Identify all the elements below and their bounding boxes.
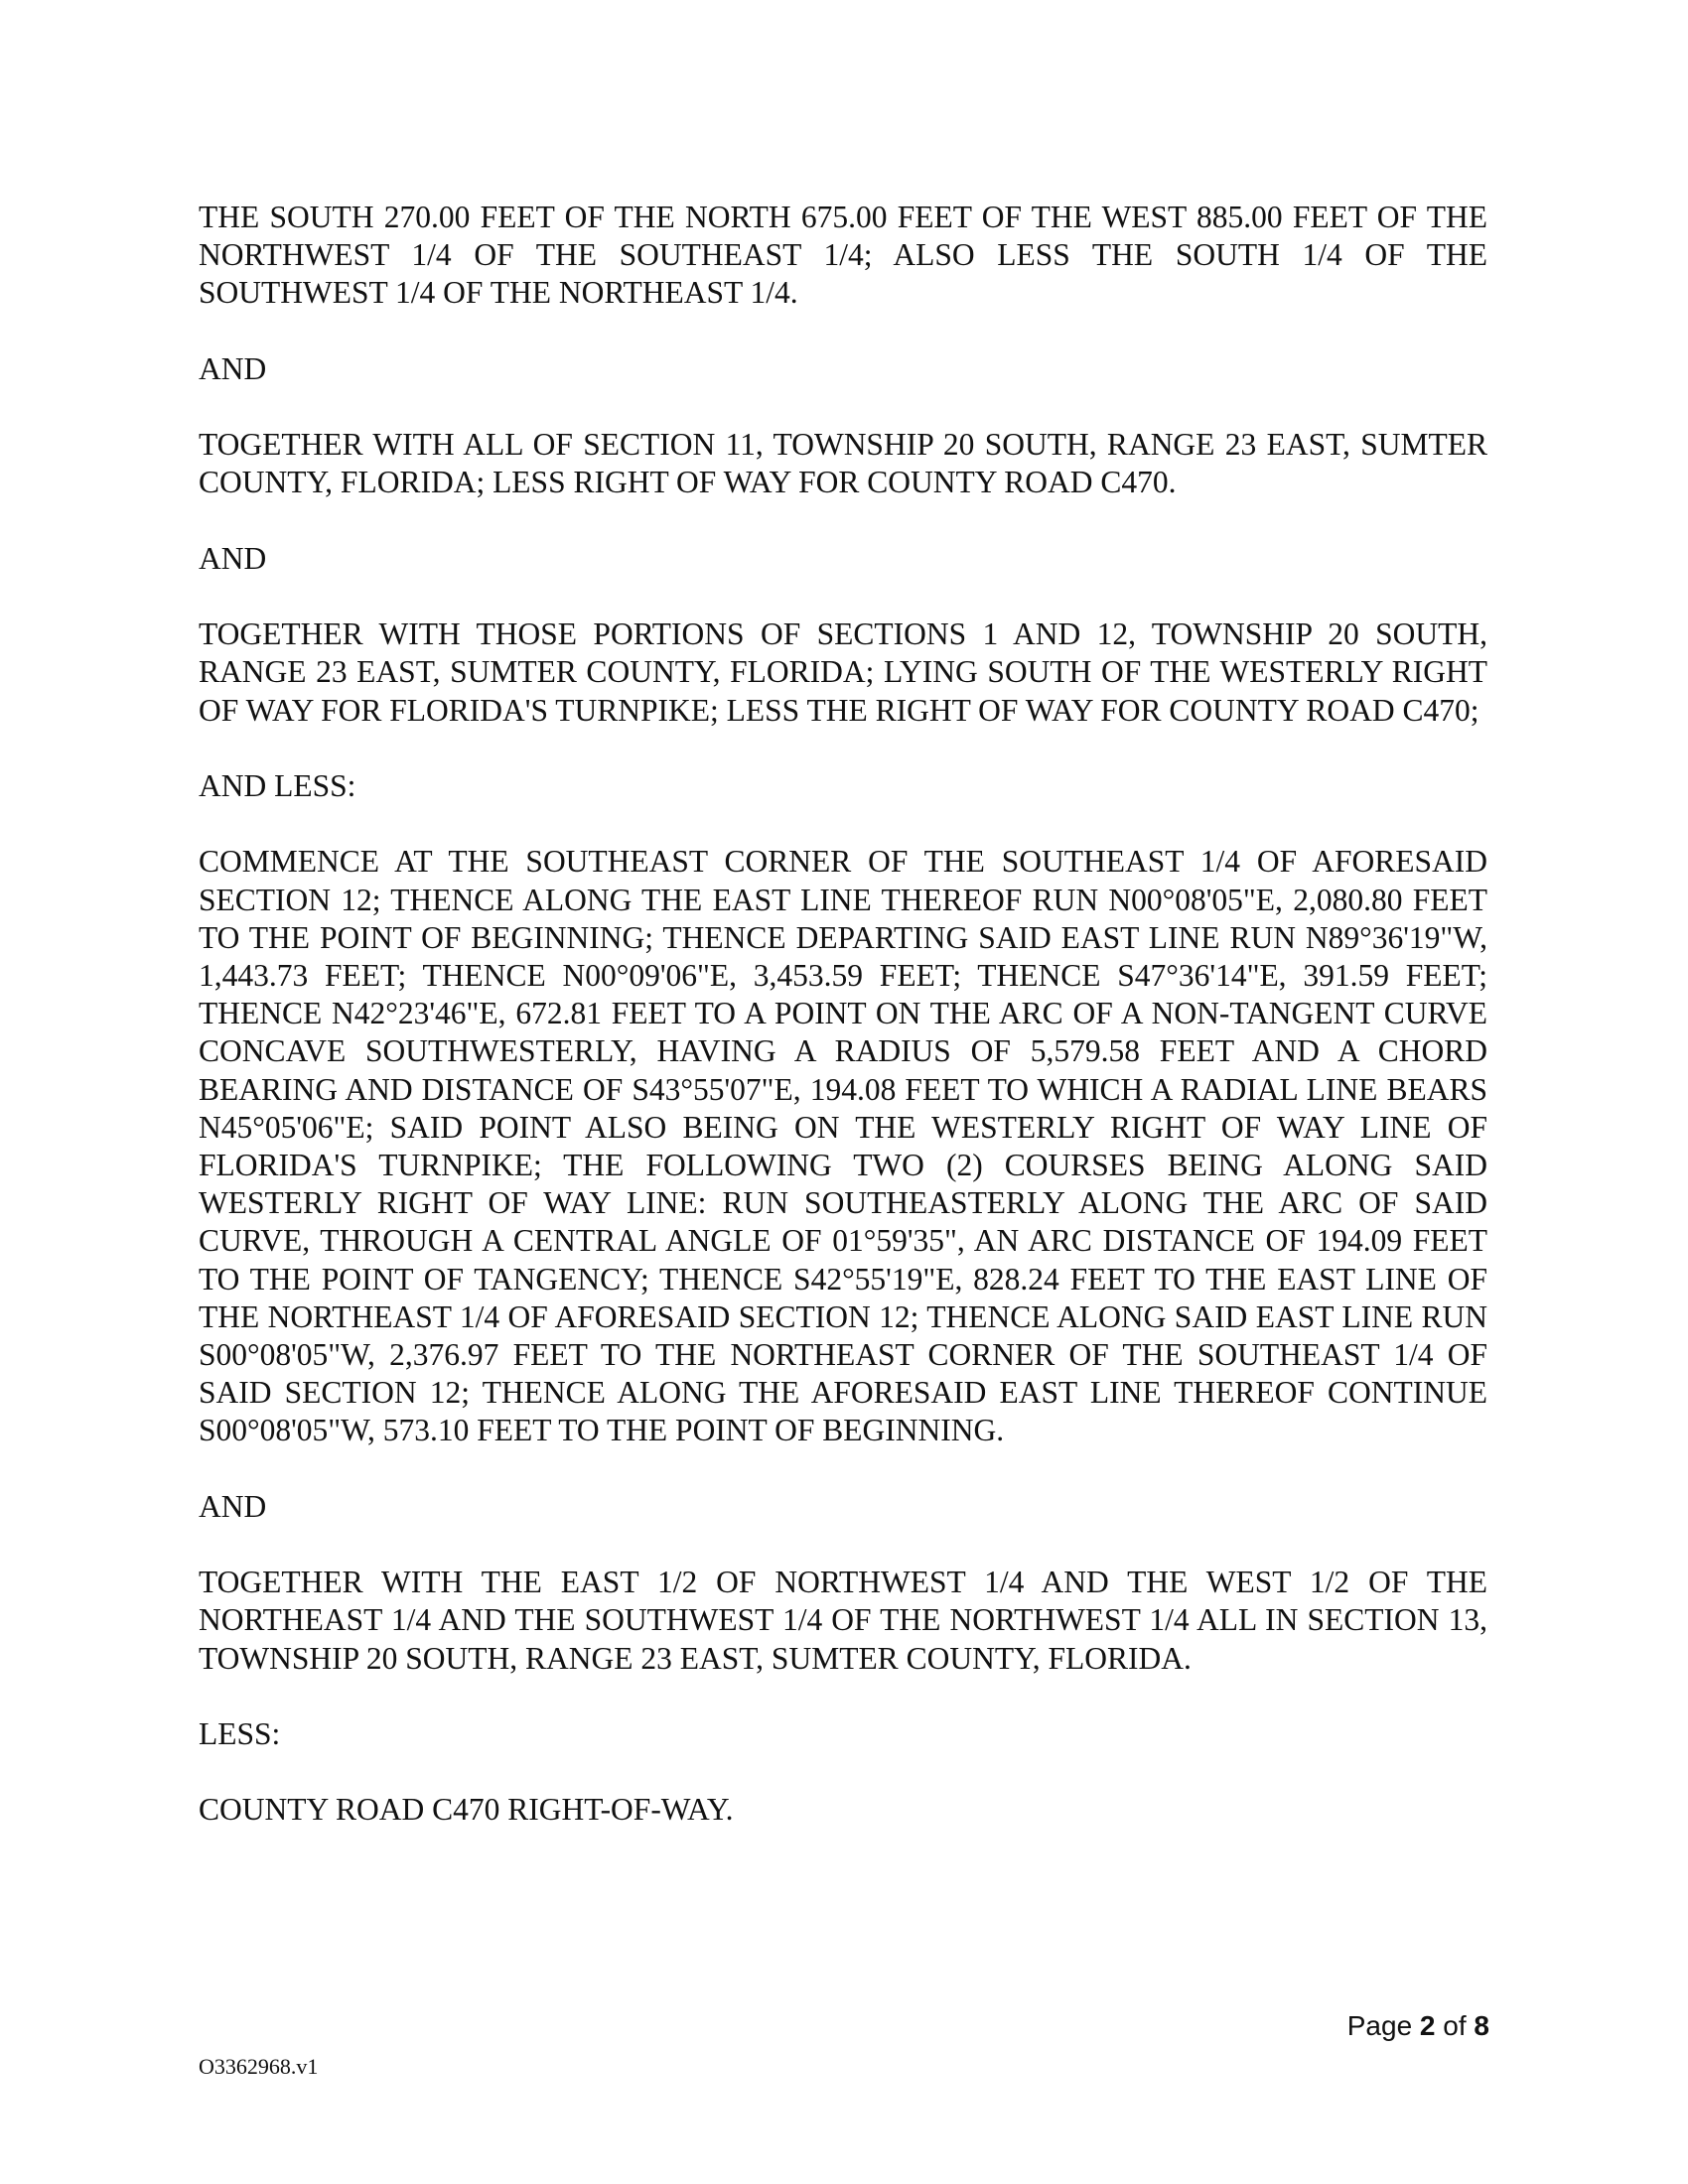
document-id: O3362968.v1 [199, 2054, 319, 2079]
page-total: 8 [1474, 2010, 1489, 2041]
conjunction-and: AND [199, 350, 267, 386]
legal-description-paragraph: THE SOUTH 270.00 FEET OF THE NORTH 675.00 FEET OF THE WEST 885.00 FEET OF THE NORTHWEST 1/4 OF THE SOUTHEAST 1/4; ALSO LESS THE SOUTH 1/4 OF THE SOUTHWEST 1/4 OF THE NORTHEAST 1/4. [199, 200, 1487, 311]
page-current: 2 [1419, 2010, 1436, 2041]
page-of: of [1435, 2010, 1475, 2041]
page-number [1347, 2010, 1489, 2042]
document-body [199, 199, 1487, 1867]
and-less-heading: AND LESS: [199, 767, 356, 803]
page-prefix: Page [1346, 2010, 1420, 2041]
legal-description-paragraph: TOGETHER WITH THOSE PORTIONS OF SECTIONS 1 AND 12, TOWNSHIP 20 SOUTH, RANGE 23 EAST, SUMTER COUNTY, FLORIDA; LYING SOUTH OF THE WESTERLY RIGHT OF WAY FOR FLORIDA'S TURNPIKE; LESS THE RIGHT OF WAY FOR COUNTY ROAD C470; [199, 616, 1487, 728]
conjunction-and: AND [199, 540, 267, 576]
legal-description-paragraph: TOGETHER WITH ALL OF SECTION 11, TOWNSHIP 20 SOUTH, RANGE 23 EAST, SUMTER COUNTY, FLORIDA; LESS RIGHT OF WAY FOR COUNTY ROAD C470. [199, 427, 1487, 500]
conjunction-and: AND [199, 1488, 267, 1524]
less-heading: LESS: [199, 1715, 281, 1751]
legal-description-paragraph: TOGETHER WITH THE EAST 1/2 OF NORTHWEST 1/4 AND THE WEST 1/2 OF THE NORTHEAST 1/4 AND THE SOUTHWEST 1/4 OF THE NORTHWEST 1/4 ALL IN SECTION 13, TOWNSHIP 20 SOUTH, RANGE 23 EAST, SUMTER COUNTY, FLORIDA. [199, 1565, 1487, 1676]
legal-description-paragraph: COUNTY ROAD C470 RIGHT-OF-WAY. [199, 1792, 734, 1828]
legal-description-paragraph: COMMENCE AT THE SOUTHEAST CORNER OF THE SOUTHEAST 1/4 OF AFORESAID SECTION 12; THENCE ALONG THE EAST LINE THEREOF RUN N00°08'05"E, 2,080.80 FEET TO THE POINT OF BEGINNING; THENCE DEPARTING SAID EAST LINE RUN N89°36'19"W, 1,443.73 FEET; THENCE N00°09'06"E, 3,453.59 FEET; THENCE S47°36'14"E, 391.59 FEET; THENCE N42°23'46"E, 672.81 FEET TO A POINT ON THE ARC OF A NON-TANGENT CURVE CONCAVE SOUTHWESTERLY, HAVING A RADIUS OF 5,579.58 FEET AND A CHORD BEARING AND DISTANCE OF S43°55'07"E, 194.08 FEET TO WHICH A RADIAL LINE BEARS N45°05'06"E; SAID POINT ALSO BEING ON THE WESTERLY RIGHT OF WAY LINE OF FLORIDA'S TURNPIKE; THE FOLLOWING TWO (2) COURSES BEING ALONG SAID WESTERLY RIGHT OF WAY LINE: RUN SOUTHEASTERLY ALONG THE ARC OF SAID CURVE, THROUGH A CENTRAL ANGLE OF 01°59'35", AN ARC DISTANCE OF 194.09 FEET TO THE POINT OF TANGENCY; THENCE S42°55'19"E, 828.24 FEET TO THE EAST LINE OF THE NORTHEAST 1/4 OF AFORESAID SECTION 12; THENCE ALONG SAID EAST LINE RUN S00°08'05"W, 2,376.97 FEET TO THE NORTHEAST CORNER OF THE SOUTHEAST 1/4 OF SAID SECTION 12; THENCE ALONG THE AFORESAID EAST LINE THEREOF CONTINUE S00°08'05"W, 573.10 FEET TO THE POINT OF BEGINNING. [199, 844, 1487, 1448]
